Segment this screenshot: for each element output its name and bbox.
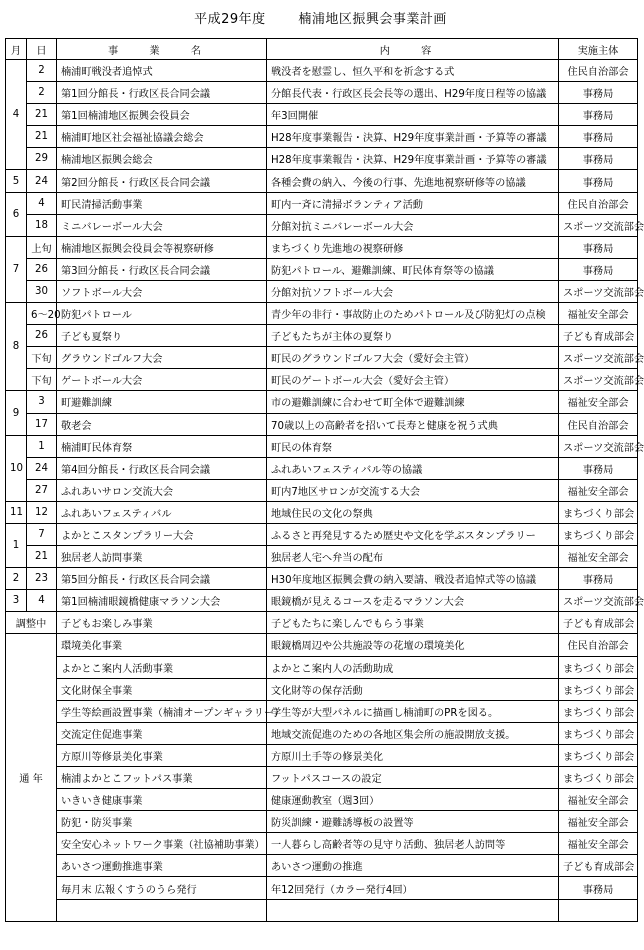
table-row bbox=[6, 634, 638, 656]
table-row bbox=[6, 523, 638, 545]
header-day: 日 bbox=[27, 39, 57, 60]
event-name-cell: 町避難訓練 bbox=[57, 391, 267, 413]
event-detail-cell: 戦没者を慰霊し、恒久平和を祈念する式 bbox=[267, 60, 559, 82]
event-detail-cell: 分館長代表・行政区長会長等の選出、H29年度日程等の協議 bbox=[267, 82, 559, 104]
day-cell: 下旬 bbox=[27, 369, 57, 391]
event-detail-cell: 年12回発行（カラー発行4回） bbox=[267, 877, 559, 899]
header-detail: 内 容 bbox=[267, 39, 559, 60]
organizer-cell: 事務局 bbox=[559, 877, 638, 899]
day-cell: 26 bbox=[27, 325, 57, 347]
day-cell: 4 bbox=[27, 590, 57, 612]
event-name-cell: いきいき健康事業 bbox=[57, 789, 267, 811]
event-name-cell: ゲートボール大会 bbox=[57, 369, 267, 391]
event-detail-cell: 年3回開催 bbox=[267, 104, 559, 126]
organizer-cell: 事務局 bbox=[559, 82, 638, 104]
organizer-cell: 住民自治部会 bbox=[559, 634, 638, 656]
day-cell: 26 bbox=[27, 258, 57, 280]
organizer-cell: スポーツ交流部会 bbox=[559, 214, 638, 236]
table-row bbox=[6, 280, 638, 302]
event-detail-cell: 地域交流促進のための各地区集会所の施設開放支援。 bbox=[267, 722, 559, 744]
event-detail-cell: 文化財等の保存活動 bbox=[267, 678, 559, 700]
event-detail-cell: 眼鏡橋周辺や公共施設等の花壇の環境美化 bbox=[267, 634, 559, 656]
event-detail-cell: ふれあいフェスティバル等の協議 bbox=[267, 457, 559, 479]
day-cell: 18 bbox=[27, 214, 57, 236]
organizer-cell: 子ども育成部会 bbox=[559, 855, 638, 877]
day-cell: 27 bbox=[27, 479, 57, 501]
table-row bbox=[6, 877, 638, 899]
organizer-cell: スポーツ交流部会 bbox=[559, 347, 638, 369]
table-row bbox=[6, 744, 638, 766]
organizer-cell: 福祉安全部会 bbox=[559, 303, 638, 325]
event-detail-cell: フットパスコースの設定 bbox=[267, 767, 559, 789]
organizer-cell: 福祉安全部会 bbox=[559, 391, 638, 413]
month-cell: 8 bbox=[6, 303, 27, 391]
event-detail-cell: 分館対抗ミニバレーボール大会 bbox=[267, 214, 559, 236]
table-row bbox=[6, 501, 638, 523]
month-cell: 2 bbox=[6, 568, 27, 590]
event-detail-cell: よかとこ案内人の活動助成 bbox=[267, 656, 559, 678]
organizer-cell: まちづくり部会 bbox=[559, 523, 638, 545]
event-detail-cell: 70歳以上の高齢者を招いて長寿と健康を祝う式典 bbox=[267, 413, 559, 435]
table-row bbox=[6, 789, 638, 811]
event-name-cell: あいさつ運動推進事業 bbox=[57, 855, 267, 877]
event-name-cell: ソフトボール大会 bbox=[57, 280, 267, 302]
table-row bbox=[6, 855, 638, 877]
event-detail-cell: 各種会費の納入、今後の行事、先進地視察研修等の協議 bbox=[267, 170, 559, 192]
event-name-cell: 子どもお楽しみ事業 bbox=[57, 612, 267, 634]
day-cell: 上旬 bbox=[27, 236, 57, 258]
event-name-cell: 防犯・防災事業 bbox=[57, 811, 267, 833]
organizer-cell: 福祉安全部会 bbox=[559, 811, 638, 833]
table-row bbox=[6, 811, 638, 833]
event-name-cell: 敬老会 bbox=[57, 413, 267, 435]
organizer-cell: 子ども育成部会 bbox=[559, 612, 638, 634]
day-cell: 7 bbox=[27, 523, 57, 545]
organizer-cell: 住民自治部会 bbox=[559, 60, 638, 82]
table-row bbox=[6, 126, 638, 148]
organizer-cell: スポーツ交流部会 bbox=[559, 280, 638, 302]
event-name-cell: 防犯パトロール bbox=[57, 303, 267, 325]
month-cell: 調整中 bbox=[6, 612, 57, 634]
event-name-cell: 子ども夏祭り bbox=[57, 325, 267, 347]
event-detail-cell: 地域住民の文化の祭典 bbox=[267, 501, 559, 523]
table-row bbox=[6, 104, 638, 126]
table-row bbox=[6, 722, 638, 744]
organizer-cell: 福祉安全部会 bbox=[559, 789, 638, 811]
table-row bbox=[6, 325, 638, 347]
page-title bbox=[0, 8, 641, 27]
fiscal-year: 平成29年度 bbox=[194, 12, 266, 27]
month-cell: 3 bbox=[6, 590, 27, 612]
event-name-cell: グラウンドゴルフ大会 bbox=[57, 347, 267, 369]
day-cell: 6～20 bbox=[27, 303, 57, 325]
day-cell: 23 bbox=[27, 568, 57, 590]
table-row bbox=[6, 391, 638, 413]
event-detail-cell: 防犯パトロール、避難訓練、町民体育祭等の協議 bbox=[267, 258, 559, 280]
event-detail-cell: あいさつ運動の推進 bbox=[267, 855, 559, 877]
organizer-cell: まちづくり部会 bbox=[559, 767, 638, 789]
event-name-cell: 第5回分館長・行政区長合同会議 bbox=[57, 568, 267, 590]
table-row bbox=[6, 413, 638, 435]
event-detail-cell: 防災訓練・避難誘導板の設置等 bbox=[267, 811, 559, 833]
event-detail-cell: 健康運動教室（週3回） bbox=[267, 789, 559, 811]
organizer-cell: まちづくり部会 bbox=[559, 656, 638, 678]
event-name-cell: 文化財保全事業 bbox=[57, 678, 267, 700]
organizer-cell: まちづくり部会 bbox=[559, 744, 638, 766]
event-name-cell: 第3回分館長・行政区長合同会議 bbox=[57, 258, 267, 280]
event-name-cell bbox=[57, 899, 267, 921]
event-detail-cell: 町内7地区サロンが交流する大会 bbox=[267, 479, 559, 501]
table-row bbox=[6, 369, 638, 391]
event-name-cell: 楠浦町民体育祭 bbox=[57, 435, 267, 457]
event-name-cell: 独居老人訪問事業 bbox=[57, 546, 267, 568]
organizer-cell: 事務局 bbox=[559, 170, 638, 192]
table-row bbox=[6, 258, 638, 280]
organizer-cell: 事務局 bbox=[559, 258, 638, 280]
event-detail-cell: 分館対抗ソフトボール大会 bbox=[267, 280, 559, 302]
table-row bbox=[6, 192, 638, 214]
table-row bbox=[6, 833, 638, 855]
organizer-cell: 福祉安全部会 bbox=[559, 546, 638, 568]
event-detail-cell: H28年度事業報告・決算、H29年度事業計画・予算等の審議 bbox=[267, 126, 559, 148]
organizer-cell: まちづくり部会 bbox=[559, 722, 638, 744]
table-row bbox=[6, 170, 638, 192]
event-detail-cell: 青少年の非行・事故防止のためパトロール及び防犯灯の点検 bbox=[267, 303, 559, 325]
month-cell: 4 bbox=[6, 60, 27, 170]
organizer-cell: 事務局 bbox=[559, 104, 638, 126]
organizer-cell: 事務局 bbox=[559, 457, 638, 479]
event-detail-cell: H30年度地区振興会費の納入要請、戦没者追悼式等の協議 bbox=[267, 568, 559, 590]
table-row bbox=[6, 590, 638, 612]
event-name-cell: ふれあいフェスティバル bbox=[57, 501, 267, 523]
table-row bbox=[6, 303, 638, 325]
event-name-cell: 楠浦よかとこフットパス事業 bbox=[57, 767, 267, 789]
event-detail-cell: 眼鏡橋が見えるコースを走るマラソン大会 bbox=[267, 590, 559, 612]
event-name-cell: 楠浦町戦没者追悼式 bbox=[57, 60, 267, 82]
organizer-cell: 福祉安全部会 bbox=[559, 833, 638, 855]
event-detail-cell: 独居老人宅へ弁当の配布 bbox=[267, 546, 559, 568]
day-cell: 12 bbox=[27, 501, 57, 523]
event-detail-cell: 町民のグラウンドゴルフ大会（愛好会主管） bbox=[267, 347, 559, 369]
event-detail-cell: 子どもたちに楽しんでもらう事業 bbox=[267, 612, 559, 634]
event-detail-cell: 一人暮らし高齢者等の見守り活動、独居老人訪問等 bbox=[267, 833, 559, 855]
event-detail-cell: ふるさと再発見するため歴史や文化を学ぶスタンプラリー bbox=[267, 523, 559, 545]
table-row bbox=[6, 148, 638, 170]
day-cell: 21 bbox=[27, 546, 57, 568]
organizer-cell: スポーツ交流部会 bbox=[559, 435, 638, 457]
day-cell: 21 bbox=[27, 104, 57, 126]
day-cell: 2 bbox=[27, 82, 57, 104]
event-detail-cell bbox=[267, 899, 559, 921]
event-name-cell: 毎月末 広報くすうのうら発行 bbox=[57, 877, 267, 899]
event-name-cell: ふれあいサロン交流大会 bbox=[57, 479, 267, 501]
table-row bbox=[6, 60, 638, 82]
day-cell: 1 bbox=[27, 435, 57, 457]
day-cell: 17 bbox=[27, 413, 57, 435]
day-cell: 24 bbox=[27, 457, 57, 479]
event-name-cell: 第1回楠浦眼鏡橋健康マラソン大会 bbox=[57, 590, 267, 612]
event-detail-cell: 町民のゲートボール大会（愛好会主管） bbox=[267, 369, 559, 391]
event-detail-cell: H28年度事業報告・決算、H29年度事業計画・予算等の審議 bbox=[267, 148, 559, 170]
month-cell: 1 bbox=[6, 523, 27, 567]
organizer-cell: 福祉安全部会 bbox=[559, 479, 638, 501]
organizer-cell: スポーツ交流部会 bbox=[559, 369, 638, 391]
organizer-cell bbox=[559, 899, 638, 921]
month-cell: 7 bbox=[6, 236, 27, 302]
event-detail-cell: まちづくり先進地の視察研修 bbox=[267, 236, 559, 258]
organizer-cell: 事務局 bbox=[559, 236, 638, 258]
day-cell: 2 bbox=[27, 60, 57, 82]
event-name-cell: 安全安心ネットワーク事業（社協補助事業） bbox=[57, 833, 267, 855]
event-name-cell: 第4回分館長・行政区長合同会議 bbox=[57, 457, 267, 479]
event-name-cell: 楠浦町地区社会福祉協議会総会 bbox=[57, 126, 267, 148]
event-name-cell: 第2回分館長・行政区長合同会議 bbox=[57, 170, 267, 192]
month-cell: 11 bbox=[6, 501, 27, 523]
event-name-cell: 町民清掃活動事業 bbox=[57, 192, 267, 214]
month-cell: 5 bbox=[6, 170, 27, 192]
day-cell: 下旬 bbox=[27, 347, 57, 369]
event-name-cell: 交流定住促進事業 bbox=[57, 722, 267, 744]
table-row bbox=[6, 214, 638, 236]
plan-title: 楠浦地区振興会事業計画 bbox=[298, 12, 447, 27]
organizer-cell: 事務局 bbox=[559, 568, 638, 590]
table-row bbox=[6, 899, 638, 921]
table-row bbox=[6, 656, 638, 678]
month-cell: 10 bbox=[6, 435, 27, 501]
month-cell: 9 bbox=[6, 391, 27, 435]
table-row bbox=[6, 700, 638, 722]
organizer-cell: 住民自治部会 bbox=[559, 192, 638, 214]
table-row bbox=[6, 347, 638, 369]
event-detail-cell: 方原川土手等の修景美化 bbox=[267, 744, 559, 766]
organizer-cell: 事務局 bbox=[559, 148, 638, 170]
event-name-cell: 方原川等修景美化事業 bbox=[57, 744, 267, 766]
table-row bbox=[6, 678, 638, 700]
table-row bbox=[6, 82, 638, 104]
organizer-cell: 子ども育成部会 bbox=[559, 325, 638, 347]
organizer-cell: 事務局 bbox=[559, 126, 638, 148]
table-row bbox=[6, 479, 638, 501]
month-cell: 通 年 bbox=[6, 634, 57, 921]
organizer-cell: まちづくり部会 bbox=[559, 700, 638, 722]
event-detail-cell: 学生等が大型パネルに描画し楠浦町のPRを図る。 bbox=[267, 700, 559, 722]
event-name-cell: 第1回楠浦地区振興会役員会 bbox=[57, 104, 267, 126]
header-org: 実施主体 bbox=[559, 39, 638, 60]
event-name-cell: 第1回分館長・行政区長合同会議 bbox=[57, 82, 267, 104]
organizer-cell: スポーツ交流部会 bbox=[559, 590, 638, 612]
table-row bbox=[6, 767, 638, 789]
event-name-cell: ミニバレーボール大会 bbox=[57, 214, 267, 236]
event-detail-cell: 市の避難訓練に合わせて町全体で避難訓練 bbox=[267, 391, 559, 413]
event-detail-cell: 町内一斉に清掃ボランティア活動 bbox=[267, 192, 559, 214]
table-row bbox=[6, 612, 638, 634]
table-row bbox=[6, 236, 638, 258]
event-plan-table bbox=[5, 38, 644, 922]
day-cell: 21 bbox=[27, 126, 57, 148]
event-name-cell: よかとこ案内人活動事業 bbox=[57, 656, 267, 678]
header-month: 月 bbox=[6, 39, 27, 60]
event-name-cell: 楠浦地区振興会総会 bbox=[57, 148, 267, 170]
day-cell: 29 bbox=[27, 148, 57, 170]
event-name-cell: 学生等絵画設置事業（楠浦オープンギャラリー） bbox=[57, 700, 267, 722]
event-detail-cell: 町民の体育祭 bbox=[267, 435, 559, 457]
table-body bbox=[6, 60, 644, 922]
day-cell: 3 bbox=[27, 391, 57, 413]
event-detail-cell: 子どもたちが主体の夏祭り bbox=[267, 325, 559, 347]
event-name-cell: よかとこスタンプラリー大会 bbox=[57, 523, 267, 545]
table-row bbox=[6, 568, 638, 590]
day-cell: 4 bbox=[27, 192, 57, 214]
organizer-cell: まちづくり部会 bbox=[559, 678, 638, 700]
table-row bbox=[6, 457, 638, 479]
table-row bbox=[6, 435, 638, 457]
day-cell: 24 bbox=[27, 170, 57, 192]
table-header-row bbox=[6, 39, 638, 60]
month-cell: 6 bbox=[6, 192, 27, 236]
organizer-cell: まちづくり部会 bbox=[559, 501, 638, 523]
header-name: 事 業 名 bbox=[57, 39, 267, 60]
event-name-cell: 環境美化事業 bbox=[57, 634, 267, 656]
organizer-cell: 住民自治部会 bbox=[559, 413, 638, 435]
day-cell: 30 bbox=[27, 280, 57, 302]
table-row bbox=[6, 546, 638, 568]
event-name-cell: 楠浦地区振興会役員会等視察研修 bbox=[57, 236, 267, 258]
